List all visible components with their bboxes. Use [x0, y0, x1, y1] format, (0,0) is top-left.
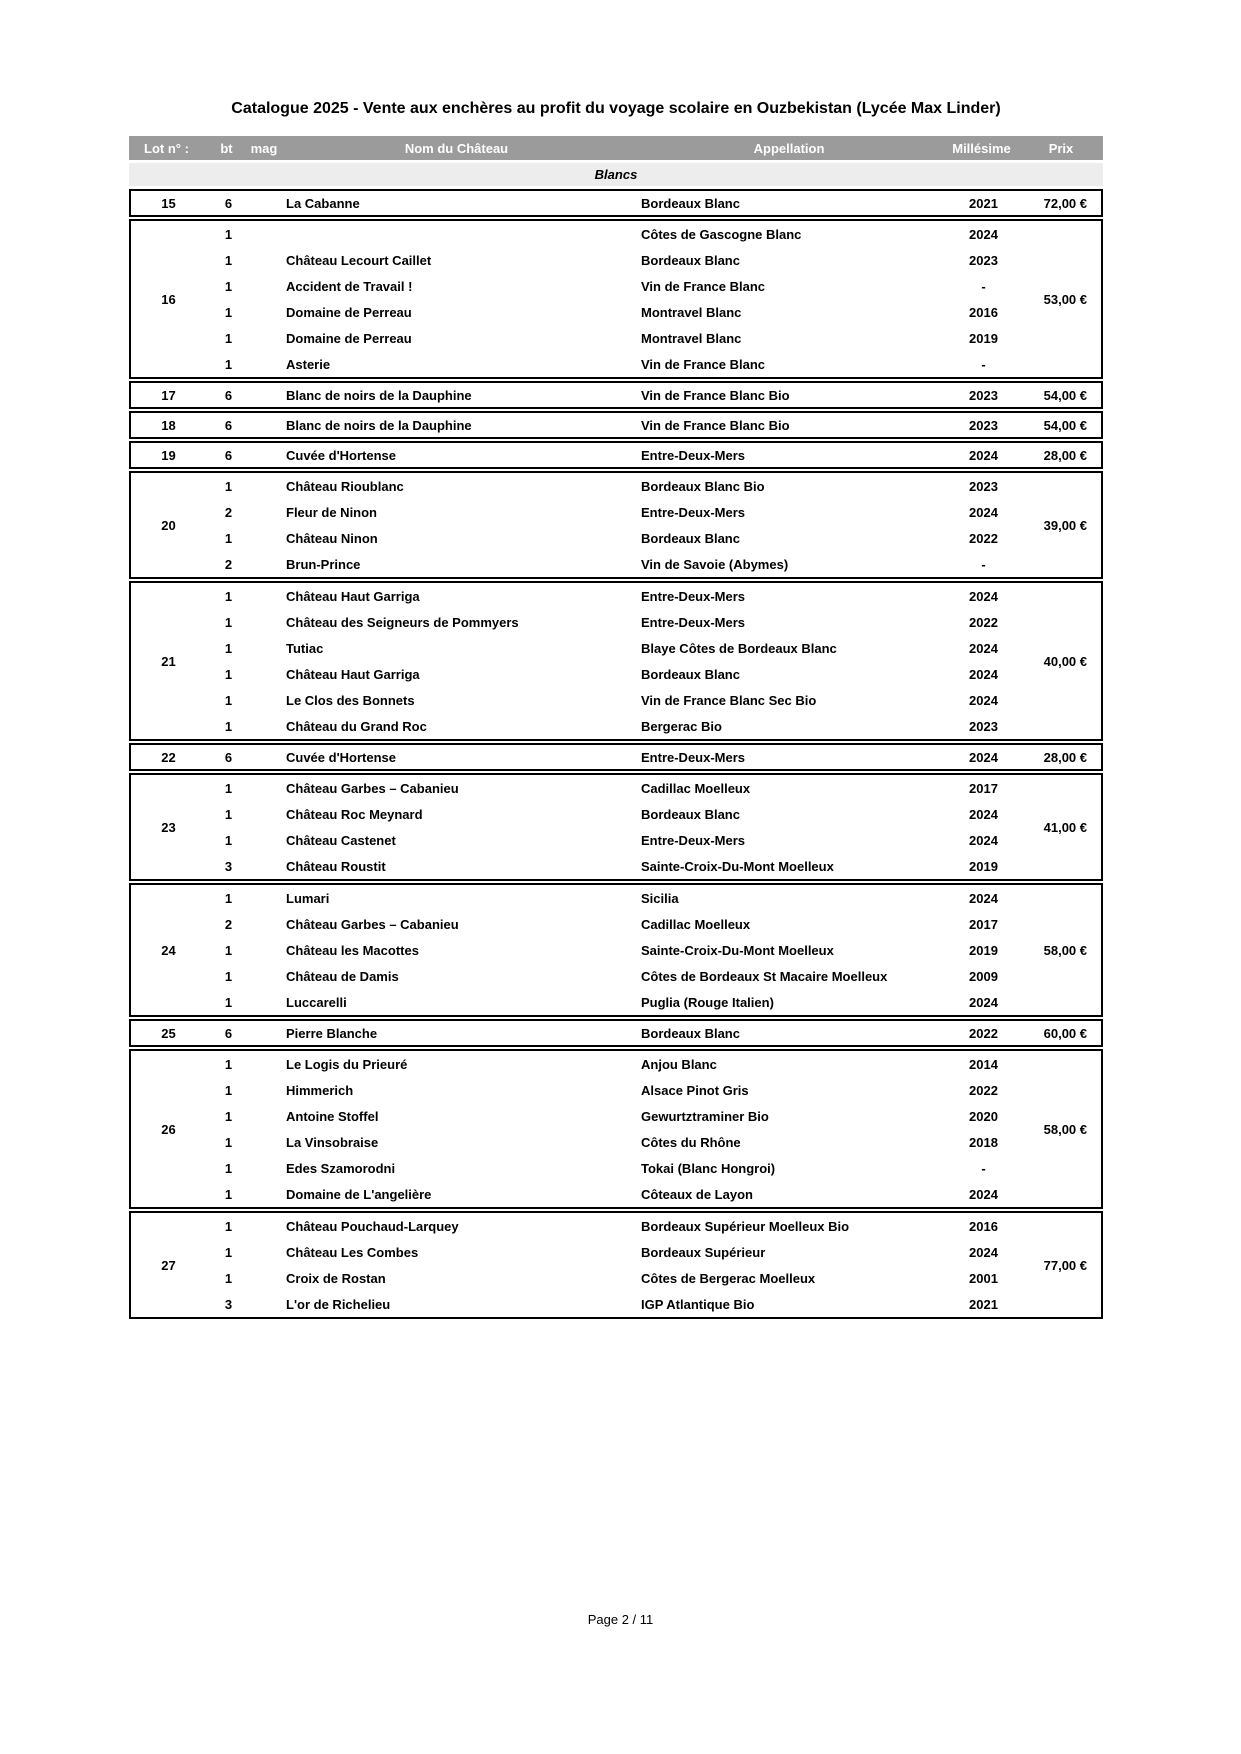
magnum-count [251, 443, 281, 467]
chateau-name: Château Roc Meynard [286, 806, 423, 822]
bottle-count: 1 [224, 806, 233, 822]
vintage: - [981, 278, 986, 294]
bottle-count: 1 [224, 780, 233, 796]
bottle-count: 1 [224, 1056, 233, 1072]
bottle-count: 1 [224, 530, 233, 546]
appellation: Gewurtztraminer Bio [641, 1108, 769, 1124]
chateau-name: Cuvée d'Hortense [286, 749, 397, 765]
magnum-count [251, 635, 281, 661]
magnum-count [251, 413, 281, 437]
magnum-count [251, 775, 281, 801]
bottle-count: 1 [224, 1082, 233, 1098]
magnum-count [251, 853, 281, 879]
magnum-count [251, 1239, 281, 1265]
bottle-count: 1 [224, 942, 233, 958]
lot-price: 39,00 € [1043, 517, 1087, 533]
bottle-count: 6 [224, 195, 233, 211]
vintage: 2023 [969, 387, 998, 403]
chateau-name: Fleur de Ninon [286, 504, 377, 520]
chateau-name: Château Rioublanc [286, 478, 404, 494]
lot-block-23 [129, 773, 1103, 881]
vintage: 2024 [969, 806, 998, 822]
vintage: 2021 [969, 195, 998, 211]
bottle-count: 1 [224, 278, 233, 294]
bottle-count: 1 [224, 478, 233, 494]
appellation: Vin de France Blanc [641, 356, 766, 372]
appellation: Côtes de Gascogne Blanc [641, 226, 802, 242]
vintage: 2022 [969, 1082, 998, 1098]
vintage: 2024 [969, 1186, 998, 1202]
chateau-name: Le Clos des Bonnets [286, 692, 415, 708]
chateau-name: Asterie [286, 356, 331, 372]
bottle-count: 1 [224, 640, 233, 656]
appellation: Sainte-Croix-Du-Mont Moelleux [641, 858, 834, 874]
magnum-count [251, 1077, 281, 1103]
bottle-count: 1 [224, 304, 233, 320]
magnum-count [251, 1265, 281, 1291]
magnum-count [251, 801, 281, 827]
appellation: Cadillac Moelleux [641, 780, 751, 796]
magnum-count [251, 937, 281, 963]
chateau-name: L'or de Richelieu [286, 1296, 391, 1312]
vintage: 2019 [969, 330, 998, 346]
appellation: IGP Atlantique Bio [641, 1296, 755, 1312]
chateau-name: La Vinsobraise [286, 1134, 379, 1150]
appellation: Bordeaux Supérieur [641, 1244, 766, 1260]
page-number: Page 2 / 11 [587, 1612, 654, 1627]
bottle-count: 1 [224, 356, 233, 372]
appellation: Blaye Côtes de Bordeaux Blanc [641, 640, 837, 656]
chateau-name: Croix de Rostan [286, 1270, 386, 1286]
magnum-count [251, 1103, 281, 1129]
lot-price: 58,00 € [1043, 942, 1087, 958]
lot-number: 23 [161, 819, 176, 835]
lot-block-20 [129, 471, 1103, 579]
magnum-count [251, 963, 281, 989]
magnum-count [251, 1181, 281, 1207]
magnum-count [251, 687, 281, 713]
vintage: 2018 [969, 1134, 998, 1150]
page-title: Catalogue 2025 - Vente aux enchères au profit du voyage scolaire en Ouzbekistan (Lycée Max Linder) [231, 100, 1001, 117]
chateau-name: Blanc de noirs de la Dauphine [286, 387, 472, 403]
bottle-count: 1 [224, 994, 233, 1010]
appellation: Côteaux de Layon [641, 1186, 753, 1202]
lot-block-22 [129, 743, 1103, 771]
lot-price: 72,00 € [1043, 195, 1087, 211]
bottle-count: 6 [224, 417, 233, 433]
appellation: Entre-Deux-Mers [641, 749, 746, 765]
chateau-name: Edes Szamorodni [286, 1160, 396, 1176]
appellation: Puglia (Rouge Italien) [641, 994, 774, 1010]
bottle-count: 1 [224, 330, 233, 346]
magnum-count [251, 885, 281, 911]
column-header-mag: mag [250, 140, 278, 156]
bottle-count: 1 [224, 666, 233, 682]
lots-table [129, 189, 1103, 1319]
appellation: Bordeaux Blanc [641, 252, 740, 268]
magnum-count [251, 299, 281, 325]
vintage: 2022 [969, 530, 998, 546]
lot-block-15 [129, 189, 1103, 217]
lot-number: 20 [161, 517, 176, 533]
magnum-count [251, 1291, 281, 1317]
bottle-count: 1 [224, 1160, 233, 1176]
bottle-count: 2 [224, 556, 233, 572]
appellation: Alsace Pinot Gris [641, 1082, 749, 1098]
chateau-name: La Cabanne [286, 195, 360, 211]
vintage: 2021 [969, 1296, 998, 1312]
appellation: Vin de France Blanc Bio [641, 387, 790, 403]
magnum-count [251, 325, 281, 351]
appellation: Entre-Deux-Mers [641, 504, 746, 520]
lot-price: 28,00 € [1043, 447, 1087, 463]
magnum-count [251, 989, 281, 1015]
bottle-count: 6 [224, 387, 233, 403]
chateau-name: Château Lecourt Caillet [286, 252, 432, 268]
chateau-name: Brun-Prince [286, 556, 361, 572]
appellation: Vin de Savoie (Abymes) [641, 556, 789, 572]
bottle-count: 2 [224, 504, 233, 520]
vintage: 2024 [969, 226, 998, 242]
lot-price: 54,00 € [1043, 387, 1087, 403]
lot-price: 40,00 € [1043, 653, 1087, 669]
lot-number: 15 [161, 195, 176, 211]
lot-block-25 [129, 1019, 1103, 1047]
vintage: 2020 [969, 1108, 998, 1124]
magnum-count [251, 551, 281, 577]
appellation: Cadillac Moelleux [641, 916, 751, 932]
lot-number: 17 [161, 387, 176, 403]
magnum-count [251, 1213, 281, 1239]
appellation: Côtes de Bordeaux St Macaire Moelleux [641, 968, 888, 984]
bottle-count: 1 [224, 692, 233, 708]
vintage: 2024 [969, 749, 998, 765]
lot-number: 27 [161, 1257, 176, 1273]
vintage: 2009 [969, 968, 998, 984]
lot-number: 25 [161, 1025, 176, 1041]
lot-number: 26 [161, 1121, 176, 1137]
appellation: Entre-Deux-Mers [641, 832, 746, 848]
vintage: 2016 [969, 1218, 998, 1234]
bottle-count: 6 [224, 447, 233, 463]
chateau-name: Blanc de noirs de la Dauphine [286, 417, 472, 433]
catalog-table [129, 136, 1103, 1319]
bottle-count: 1 [224, 1108, 233, 1124]
bottle-count: 1 [224, 1134, 233, 1150]
appellation: Bordeaux Blanc [641, 666, 740, 682]
appellation: Bergerac Bio [641, 718, 722, 734]
vintage: 2023 [969, 252, 998, 268]
lot-number: 18 [161, 417, 176, 433]
magnum-count [251, 1129, 281, 1155]
lot-price: 54,00 € [1043, 417, 1087, 433]
chateau-name: Château Castenet [286, 832, 396, 848]
magnum-count [251, 713, 281, 739]
vintage: 2024 [969, 832, 998, 848]
vintage: - [981, 356, 986, 372]
chateau-name: Himmerich [286, 1082, 354, 1098]
vintage: 2024 [969, 692, 998, 708]
appellation: Entre-Deux-Mers [641, 447, 746, 463]
vintage: 2024 [969, 994, 998, 1010]
chateau-name: Antoine Stoffel [286, 1108, 379, 1124]
vintage: 2022 [969, 614, 998, 630]
vintage: 2023 [969, 718, 998, 734]
magnum-count [251, 273, 281, 299]
lot-number: 16 [161, 291, 176, 307]
appellation: Anjou Blanc [641, 1056, 717, 1072]
bottle-count: 1 [224, 890, 233, 906]
vintage: - [981, 556, 986, 572]
magnum-count [251, 525, 281, 551]
magnum-count [251, 351, 281, 377]
bottle-count: 3 [224, 858, 233, 874]
magnum-count [251, 247, 281, 273]
bottle-count: 1 [224, 968, 233, 984]
appellation: Montravel Blanc [641, 330, 742, 346]
vintage: - [981, 1160, 986, 1176]
vintage: 2017 [969, 916, 998, 932]
vintage: 2023 [969, 478, 998, 494]
vintage: 2024 [969, 890, 998, 906]
vintage: 2016 [969, 304, 998, 320]
magnum-count [251, 1155, 281, 1181]
chateau-name: Château du Grand Roc [286, 718, 427, 734]
bottle-count: 1 [224, 252, 233, 268]
vintage: 2019 [969, 858, 998, 874]
magnum-count [251, 473, 281, 499]
vintage: 2024 [969, 447, 998, 463]
vintage: 2024 [969, 588, 998, 604]
magnum-count [251, 609, 281, 635]
chateau-name: Le Logis du Prieuré [286, 1056, 408, 1072]
column-header-name: Nom du Château [404, 140, 509, 156]
lot-number: 22 [161, 749, 176, 765]
appellation: Bordeaux Blanc [641, 1025, 740, 1041]
bottle-count: 1 [224, 1218, 233, 1234]
lot-price: 41,00 € [1043, 819, 1087, 835]
chateau-name: Château Ninon [286, 530, 378, 546]
lot-block-17 [129, 381, 1103, 409]
magnum-count [251, 745, 281, 769]
lot-block-26 [129, 1049, 1103, 1209]
lot-block-27 [129, 1211, 1103, 1319]
section-header-blancs: Blancs [129, 163, 1103, 186]
bottle-count: 1 [224, 1186, 233, 1202]
bottle-count: 1 [224, 718, 233, 734]
vintage: 2024 [969, 1244, 998, 1260]
appellation: Bordeaux Blanc [641, 806, 740, 822]
chateau-name: Domaine de Perreau [286, 304, 412, 320]
lot-block-19 [129, 441, 1103, 469]
chateau-name: Château Haut Garriga [286, 666, 420, 682]
magnum-count [251, 383, 281, 407]
chateau-name: Domaine de L'angelière [286, 1186, 432, 1202]
magnum-count [251, 827, 281, 853]
chateau-name: Château Haut Garriga [286, 588, 420, 604]
bottle-count: 1 [224, 226, 233, 242]
appellation: Vin de France Blanc [641, 278, 766, 294]
bottle-count: 3 [224, 1296, 233, 1312]
chateau-name: Château des Seigneurs de Pommyers [286, 614, 519, 630]
vintage: 2023 [969, 417, 998, 433]
bottle-count: 2 [224, 916, 233, 932]
appellation: Vin de France Blanc Sec Bio [641, 692, 817, 708]
vintage: 2017 [969, 780, 998, 796]
appellation: Entre-Deux-Mers [641, 588, 746, 604]
table-header-row [129, 136, 1103, 160]
column-header-lot: Lot n° : [144, 140, 189, 156]
lot-price: 77,00 € [1043, 1257, 1087, 1273]
appellation: Sicilia [641, 890, 679, 906]
appellation: Montravel Blanc [641, 304, 742, 320]
appellation: Côtes du Rhône [641, 1134, 741, 1150]
vintage: 2001 [969, 1270, 998, 1286]
chateau-name: Château Les Combes [286, 1244, 419, 1260]
vintage: 2024 [969, 640, 998, 656]
appellation: Bordeaux Blanc Bio [641, 478, 765, 494]
bottle-count: 1 [224, 832, 233, 848]
lot-block-16 [129, 219, 1103, 379]
magnum-count [251, 911, 281, 937]
vintage: 2019 [969, 942, 998, 958]
column-header-vintage: Millésime [952, 140, 1011, 156]
lot-block-24 [129, 883, 1103, 1017]
chateau-name: Château Garbes – Cabanieu [286, 916, 459, 932]
magnum-count [251, 661, 281, 687]
chateau-name: Château de Damis [286, 968, 399, 984]
magnum-count [251, 583, 281, 609]
chateau-name: Domaine de Perreau [286, 330, 412, 346]
appellation: Côtes de Bergerac Moelleux [641, 1270, 816, 1286]
lot-price: 58,00 € [1043, 1121, 1087, 1137]
appellation: Vin de France Blanc Bio [641, 417, 790, 433]
chateau-name: Pierre Blanche [286, 1025, 378, 1041]
chateau-name: Lumari [286, 890, 330, 906]
vintage: 2022 [969, 1025, 998, 1041]
lot-number: 19 [161, 447, 176, 463]
appellation: Entre-Deux-Mers [641, 614, 746, 630]
bottle-count: 6 [224, 1025, 233, 1041]
lot-price: 60,00 € [1043, 1025, 1087, 1041]
chateau-name: Château les Macottes [286, 942, 419, 958]
chateau-name: Tutiac [286, 640, 324, 656]
appellation: Sainte-Croix-Du-Mont Moelleux [641, 942, 834, 958]
column-header-appellation: Appellation [753, 140, 825, 156]
appellation: Tokai (Blanc Hongroi) [641, 1160, 776, 1176]
bottle-count: 1 [224, 614, 233, 630]
lot-number: 21 [161, 653, 176, 669]
magnum-count [251, 1051, 281, 1077]
bottle-count: 1 [224, 1270, 233, 1286]
bottle-count: 6 [224, 749, 233, 765]
magnum-count [251, 499, 281, 525]
chateau-name: Château Roustit [286, 858, 386, 874]
lot-number: 24 [161, 942, 176, 958]
lot-block-18 [129, 411, 1103, 439]
chateau-name [281, 221, 636, 247]
lot-block-21 [129, 581, 1103, 741]
appellation: Bordeaux Blanc [641, 195, 740, 211]
chateau-name: Château Garbes – Cabanieu [286, 780, 459, 796]
column-header-price: Prix [1048, 140, 1074, 156]
bottle-count: 1 [224, 1244, 233, 1260]
lot-price: 28,00 € [1043, 749, 1087, 765]
vintage: 2014 [969, 1056, 998, 1072]
magnum-count [251, 191, 281, 215]
appellation: Bordeaux Supérieur Moelleux Bio [641, 1218, 850, 1234]
bottle-count: 1 [224, 588, 233, 604]
vintage: 2024 [969, 666, 998, 682]
vintage: 2024 [969, 504, 998, 520]
chateau-name: Cuvée d'Hortense [286, 447, 397, 463]
column-header-bt: bt [220, 140, 233, 156]
chateau-name: Luccarelli [286, 994, 347, 1010]
chateau-name: Accident de Travail ! [286, 278, 413, 294]
appellation: Bordeaux Blanc [641, 530, 740, 546]
chateau-name: Château Pouchaud-Larquey [286, 1218, 459, 1234]
magnum-count [251, 221, 281, 247]
magnum-count [251, 1021, 281, 1045]
lot-price: 53,00 € [1043, 291, 1087, 307]
